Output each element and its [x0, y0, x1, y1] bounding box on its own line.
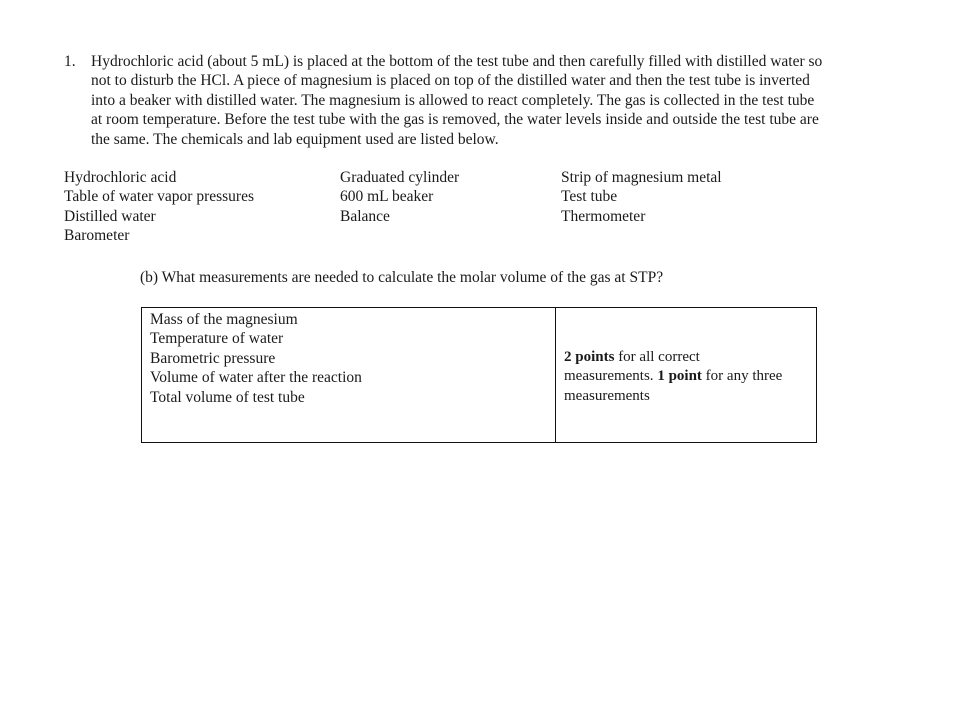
scoring-cell [556, 308, 816, 442]
equipment-item: Hydrochloric acid [64, 169, 177, 186]
measurement-item: Total volume of test tube [150, 388, 305, 406]
equipment-item: Table of water vapor pressures [64, 188, 255, 206]
question-line: Hydrochloric acid (about 5 mL) is placed at the bottom of the test tube and then carefully filled with distilled water so [91, 53, 823, 70]
answer-box [141, 307, 817, 443]
scoring-text: for any three [701, 368, 783, 385]
scoring-line [564, 367, 810, 386]
measurement-item: Barometric pressure [150, 349, 276, 367]
equipment-column-3 [561, 168, 722, 226]
measurement-item: Mass of the magnesium [150, 311, 298, 328]
question-line: at room temperature. Before the test tube with the gas is removed, the water levels inside and outside the test tube are [91, 111, 819, 129]
question-line: the same. The chemicals and lab equipment used are listed below. [91, 130, 499, 148]
equipment-item: Thermometer [561, 207, 646, 225]
question-text [91, 52, 894, 149]
question-number: 1. [64, 53, 76, 70]
equipment-item: Barometer [64, 227, 130, 245]
measurement-item: Temperature of water [150, 330, 284, 348]
scoring-points-full: 2 points [564, 349, 615, 365]
equipment-column-2 [340, 168, 459, 226]
question-1 [64, 52, 894, 149]
equipment-item: Test tube [561, 188, 618, 206]
equipment-item: Graduated cylinder [340, 169, 460, 186]
question-line: into a beaker with distilled water. The magnesium is allowed to react completely. The gas is collected in the test tube [91, 91, 815, 109]
equipment-item: Distilled water [64, 207, 156, 225]
scoring-line: measurements [564, 387, 650, 404]
question-line: not to disturb the HCl. A piece of magnesium is placed on top of the distilled water and then the test tube is inverted [91, 72, 810, 90]
equipment-column-1 [64, 168, 254, 246]
equipment-item: Strip of magnesium metal [561, 169, 722, 186]
scoring-text: measurements. [564, 368, 658, 385]
equipment-item: 600 mL beaker [340, 188, 434, 206]
scoring-line [564, 348, 810, 367]
part-b-prompt: (b) What measurements are needed to calculate the molar volume of the gas at STP? [140, 269, 664, 286]
scoring-text: for all correct [614, 349, 700, 365]
equipment-item: Balance [340, 207, 390, 225]
measurement-item: Volume of water after the reaction [150, 369, 362, 387]
measurements-cell [142, 308, 556, 442]
scoring-points-partial: 1 point [657, 368, 702, 385]
